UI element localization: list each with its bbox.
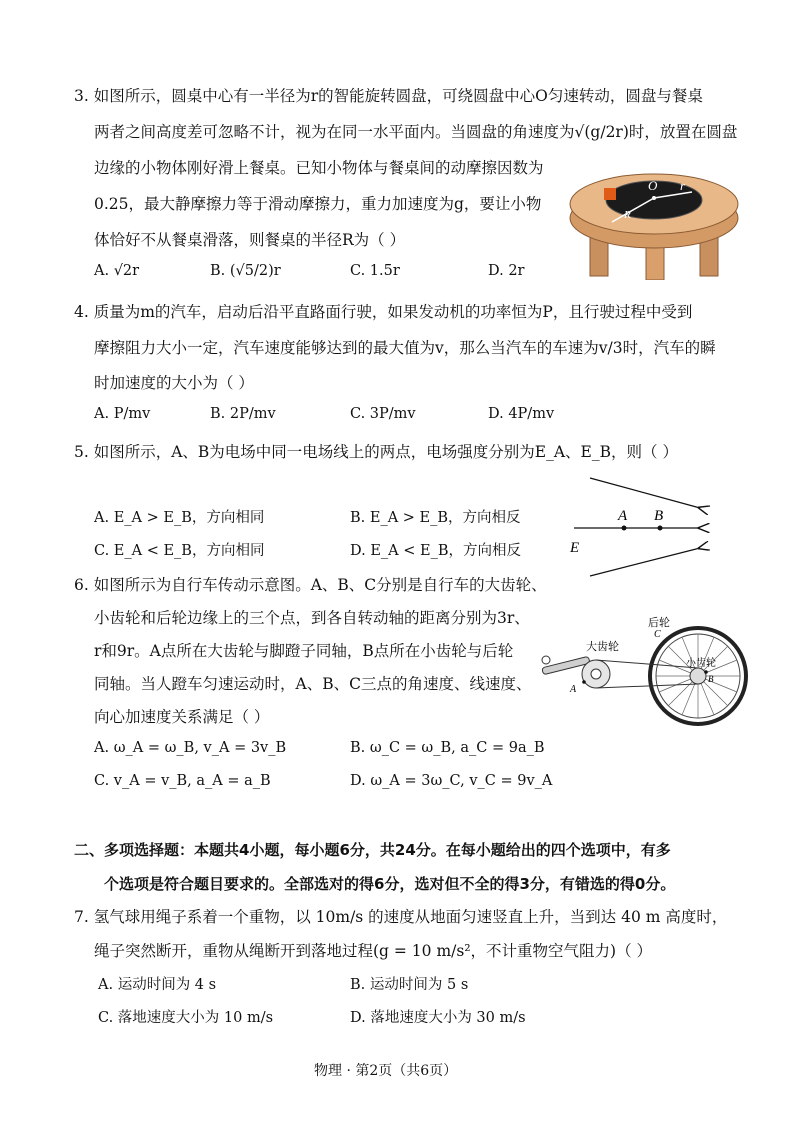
q5-line1: 5. 如图所示，A、B为电场中同一电场线上的两点，电场强度分别为E_A、E_B，则（ ）	[74, 443, 678, 461]
q7-option-c: C. 落地速度大小为 10 m/s	[98, 1010, 274, 1026]
q6-option-a: A. ω_A = ω_B, v_A = 3v_B	[94, 740, 287, 756]
bicycle-transmission-figure	[540, 612, 750, 732]
q6-line5: 向心加速度关系满足（ ）	[94, 708, 270, 726]
electric-field-figure	[560, 472, 710, 584]
point-a-label: A	[618, 508, 628, 524]
q7-line2: 绳子突然断开，重物从绳断开到落地过程(g = 10 m/s²，不计重物空气阻力)（ ）	[94, 942, 653, 960]
rear-wheel-label: 后轮	[648, 617, 670, 629]
q3-line1: 3. 如图所示，圆桌中心有一半径为r的智能旋转圆盘，可绕圆盘中心O匀速转动，圆盘与餐桌	[74, 87, 703, 105]
big-gear-label: 大齿轮	[586, 641, 619, 653]
small-gear-label: 小齿轮	[686, 658, 716, 669]
q4-option-b: B. 2P/mv	[210, 406, 276, 422]
q6-line3: r和9r。A点所在大齿轮与脚蹬子同轴，B点所在小齿轮与后轮	[94, 642, 514, 660]
page-footer: 物理 · 第2页（共6页）	[314, 1063, 458, 1079]
point-b-label: B	[654, 508, 664, 524]
field-e-label: E	[570, 540, 580, 556]
q6-line4: 同轴。当人蹬车匀速运动时，A、B、C三点的角速度、线速度、	[94, 675, 532, 693]
q4-line2: 摩擦阻力大小一定，汽车速度能够达到的最大值为v，那么当汽车的车速为v/3时，汽车的瞬	[94, 339, 716, 357]
q6-option-b: B. ω_C = ω_B, a_C = 9a_B	[350, 740, 545, 756]
q5-option-b: B. E_A > E_B，方向相反	[350, 510, 521, 526]
q3-option-c: C. 1.5r	[350, 263, 400, 279]
q3-option-d: D. 2r	[488, 263, 525, 279]
q4-line3: 时加速度的大小为（ ）	[94, 374, 254, 392]
q4-line1: 4. 质量为m的汽车，启动后沿平直路面行驶，如果发动机的功率恒为P，且行驶过程中受到	[74, 303, 693, 321]
q6-line2: 小齿轮和后轮边缘上的三个点，到各自转动轴的距离分别为3r、	[94, 609, 530, 627]
q7-option-d: D. 落地速度大小为 30 m/s	[350, 1010, 526, 1026]
q4-option-a: A. P/mv	[94, 406, 151, 422]
q3-option-a: A. √2r	[94, 263, 140, 279]
table-R-label: R	[624, 209, 631, 221]
section-2-heading-line2: 个选项是符合题目要求的。全部选对的得6分，选对但不全的得3分，有错选的得0分。	[104, 875, 676, 893]
q5-option-d: D. E_A < E_B，方向相反	[350, 543, 521, 559]
q4-option-c: C. 3P/mv	[350, 406, 416, 422]
q7-line1: 7. 氢气球用绳子系着一个重物，以 10m/s 的速度从地面匀速竖直上升，当到达 40 m 高度时，	[74, 908, 728, 926]
round-table-figure	[568, 160, 740, 280]
q3-option-b: B. (√5/2)r	[210, 263, 281, 279]
q6-line1: 6. 如图所示为自行车传动示意图。A、B、C分别是自行车的大齿轮、	[74, 576, 547, 594]
q6-option-c: C. v_A = v_B, a_A = a_B	[94, 773, 271, 789]
table-center-label: O	[648, 178, 658, 193]
q3-line3: 边缘的小物体刚好滑上餐桌。已知小物体与餐桌间的动摩擦因数为	[94, 159, 544, 177]
q3-line2: 两者之间高度差可忽略不计，视为在同一水平面内。当圆盘的角速度为√(g/2r)时，放置在圆盘	[94, 123, 738, 141]
point-c-wheel-label: C	[654, 629, 661, 640]
point-b-gear-label: B	[708, 674, 714, 684]
table-r-label: r	[680, 178, 686, 193]
q6-option-d: D. ω_A = 3ω_C, v_C = 9v_A	[350, 773, 553, 789]
point-a-gear-label: A	[570, 684, 577, 695]
q5-option-a: A. E_A > E_B，方向相同	[94, 510, 265, 526]
q5-option-c: C. E_A < E_B，方向相同	[94, 543, 265, 559]
q3-line4: 0.25，最大静摩擦力等于滑动摩擦力，重力加速度为g，要让小物	[94, 195, 542, 213]
q4-option-d: D. 4P/mv	[488, 406, 555, 422]
section-2-heading-line1: 二、多项选择题：本题共4小题，每小题6分，共24分。在每小题给出的四个选项中，有多	[74, 841, 671, 859]
q7-option-a: A. 运动时间为 4 s	[98, 977, 217, 993]
q7-option-b: B. 运动时间为 5 s	[350, 977, 469, 993]
q3-line5: 体恰好不从餐桌滑落，则餐桌的半径R为（ ）	[94, 231, 406, 249]
